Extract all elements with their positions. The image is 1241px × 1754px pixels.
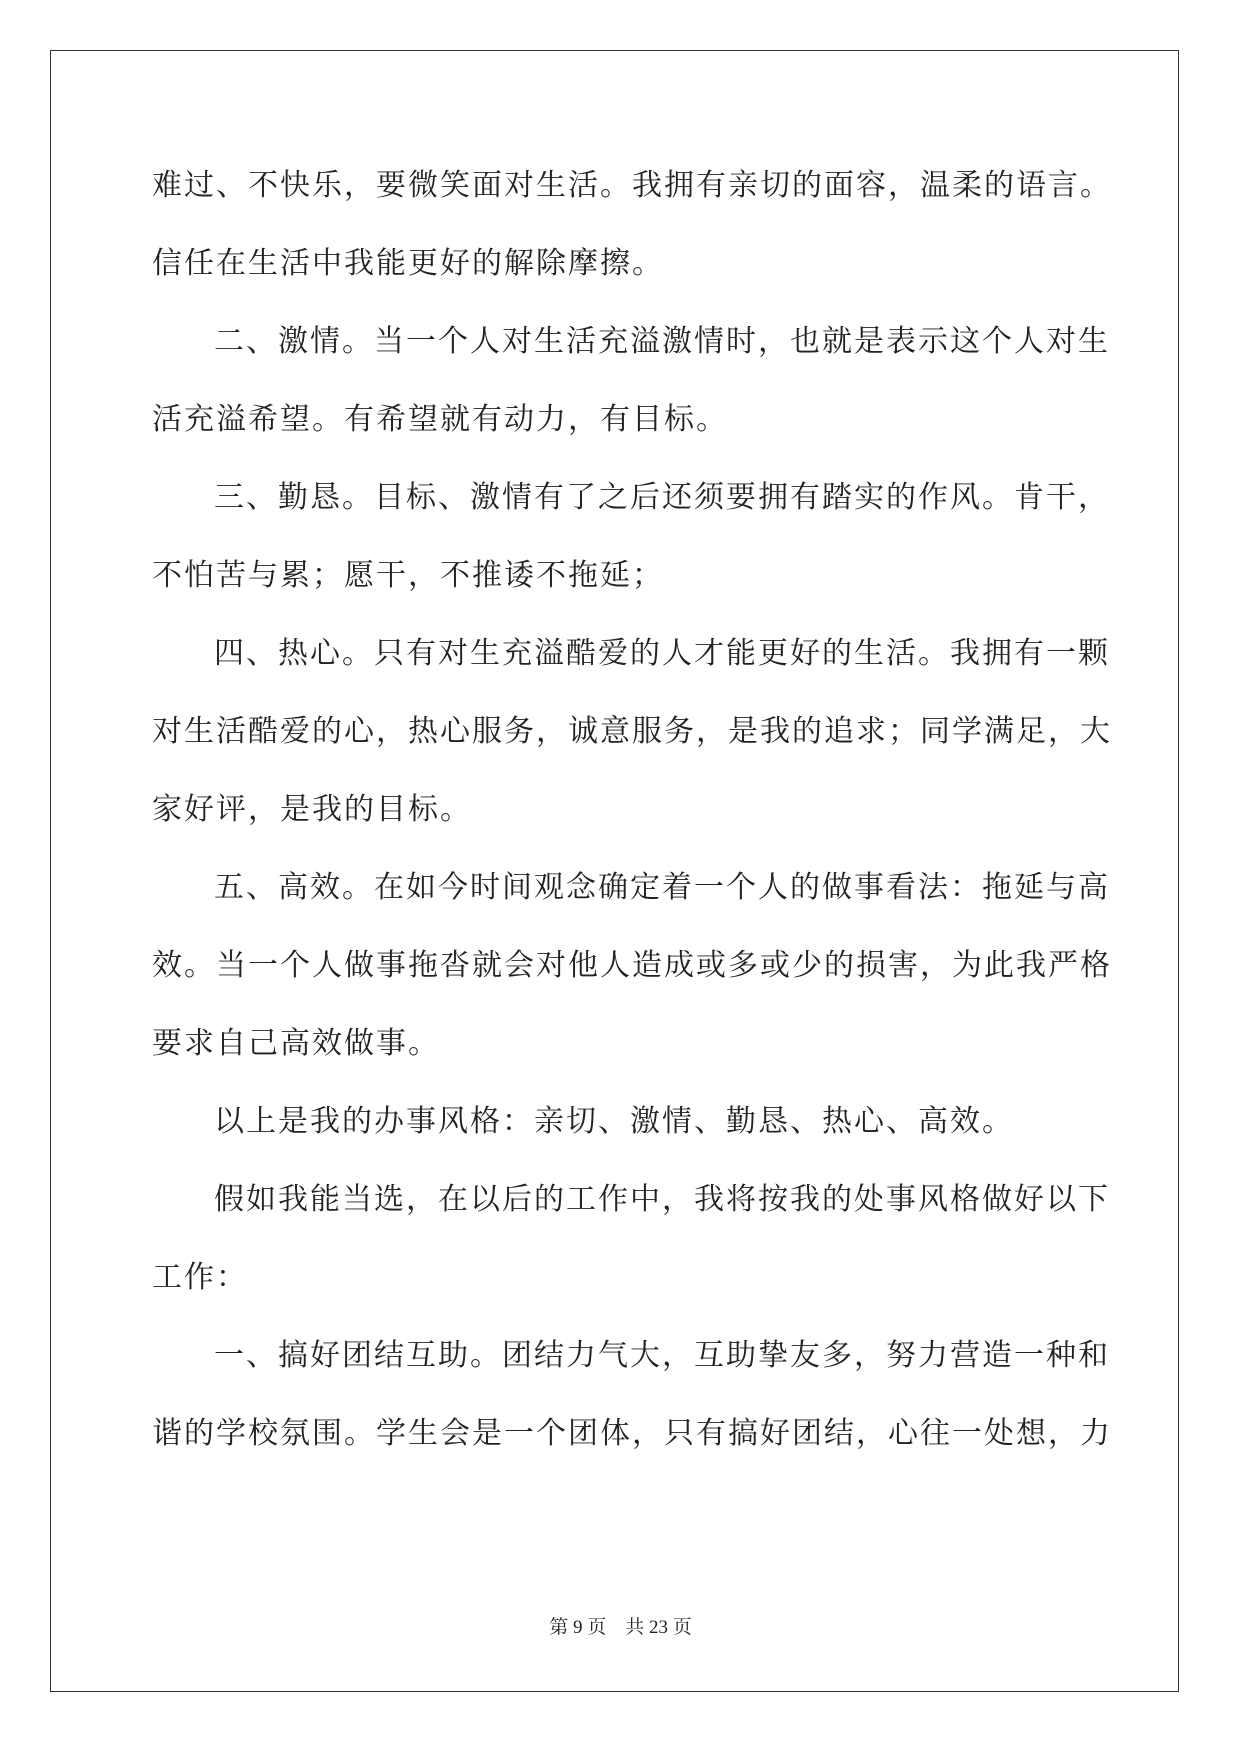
text-line: 要求自己高效做事。 — [152, 1026, 440, 1061]
page-number-footer: 第 9 页 共 23 页 — [549, 1617, 692, 1638]
text-line: 效。当一个人做事拖沓就会对他人造成或多或少的损害，为此我严格 — [152, 948, 1112, 983]
paragraph-start-line: 四、热心。只有对生充溢酷爱的人才能更好的生活。我拥有一颗 — [214, 636, 1110, 671]
paragraph-start-line: 假如我能当选，在以后的工作中，我将按我的处事风格做好以下 — [214, 1182, 1110, 1217]
paragraph-start-line: 以上是我的办事风格：亲切、激情、勤恳、热心、高效。 — [214, 1104, 1014, 1139]
text-line: 家好评，是我的目标。 — [152, 792, 472, 827]
text-line: 不怕苦与累；愿干，不推诿不拖延； — [152, 558, 664, 593]
paragraph-start-line: 二、激情。当一个人对生活充溢激情时，也就是表示这个人对生 — [214, 324, 1110, 359]
text-line: 难过、不快乐，要微笑面对生活。我拥有亲切的面容，温柔的语言。 — [152, 168, 1112, 203]
paragraph-start-line: 三、勤恳。目标、激情有了之后还须要拥有踏实的作风。肯干， — [214, 480, 1110, 515]
text-line: 活充溢希望。有希望就有动力，有目标。 — [152, 402, 728, 437]
text-line: 谐的学校氛围。学生会是一个团体，只有搞好团结，心往一处想，力 — [152, 1416, 1112, 1451]
paragraph-start-line: 五、高效。在如今时间观念确定着一个人的做事看法：拖延与高 — [214, 870, 1110, 905]
text-line: 对生活酷爱的心，热心服务，诚意服务，是我的追求；同学满足，大 — [152, 714, 1112, 749]
text-line: 信任在生活中我能更好的解除摩擦。 — [152, 246, 664, 281]
paragraph-start-line: 一、搞好团结互助。团结力气大，互助挚友多，努力营造一种和 — [214, 1338, 1110, 1373]
text-line: 工作： — [152, 1260, 248, 1295]
